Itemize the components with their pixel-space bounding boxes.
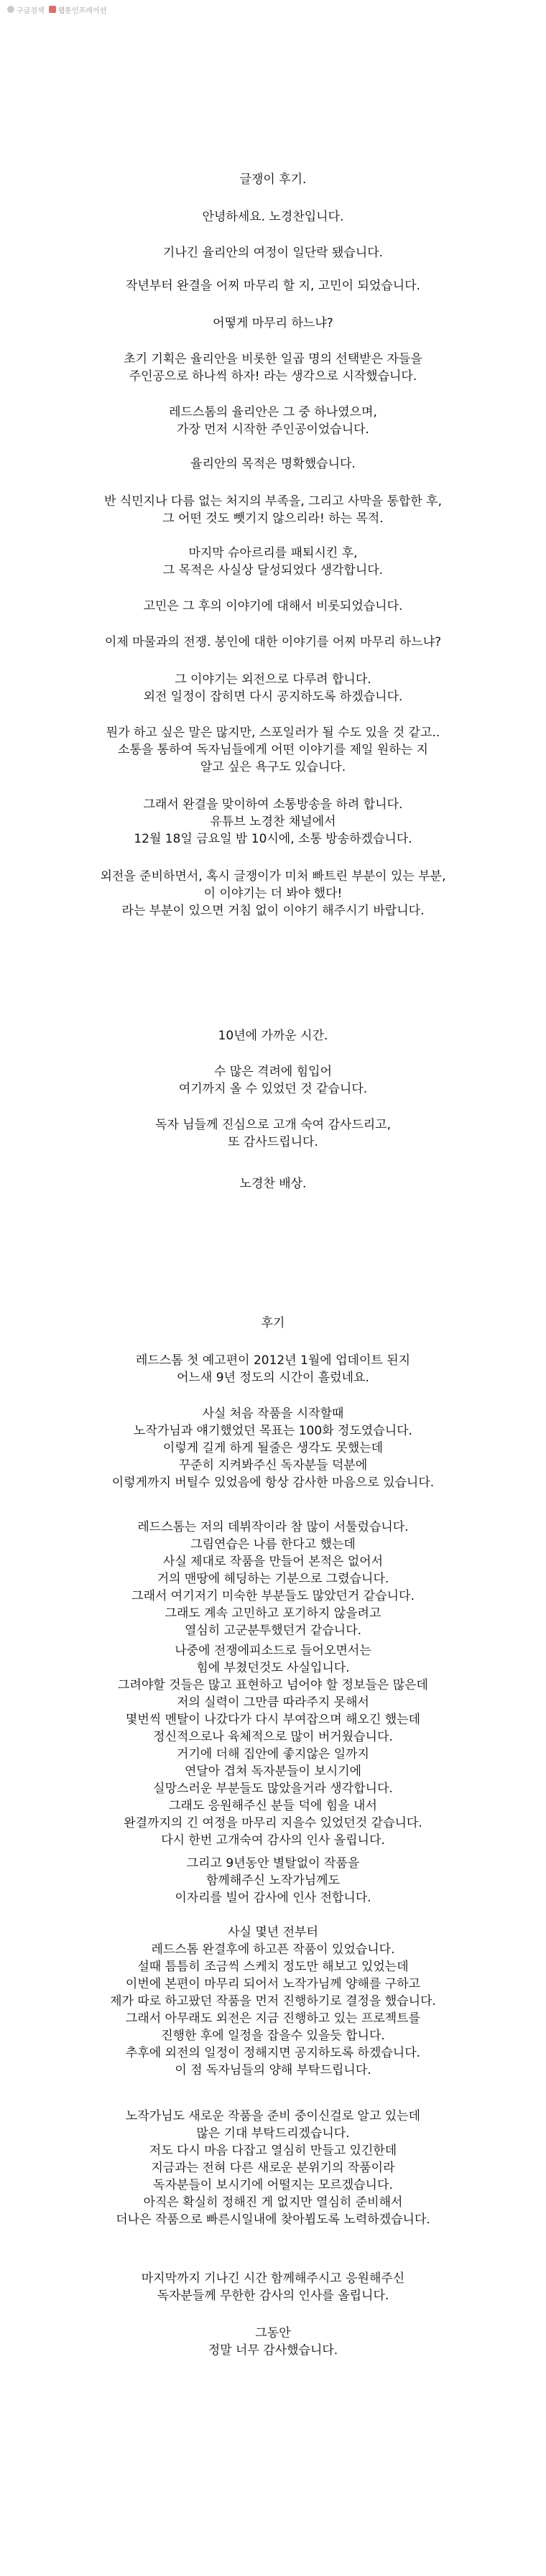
text-line: 마지막까지 기나긴 시간 함께해주시고 응원해주신: [141, 2271, 405, 2286]
text-line: 고민은 그 후의 이야기에 대해서 비롯되었습니다.: [143, 599, 403, 613]
browser-bookmark-bar: [0, 0, 546, 19]
text-line: 그동안: [255, 2326, 291, 2340]
text-line: 함께해주신 노작가님께도: [205, 1873, 341, 1888]
text-line: 거의 맨땅에 헤딩하는 기분으로 그렸습니다.: [157, 1572, 389, 1586]
postscript_1-paragraph: [0, 315, 546, 332]
postscript_1-paragraph: [0, 1027, 546, 1044]
text-line: 이제 마물과의 전쟁. 봉인에 대한 이야기를 어찌 마무리 하느냐?: [104, 635, 442, 649]
text-line: 힘에 부쳤던것도 사실입니다.: [196, 1661, 350, 1675]
text-line: 저도 다시 마음 다잡고 열심히 만들고 있긴한데: [149, 2144, 397, 2158]
text-line: 다시 한번 고개숙여 감사의 인사 올립니다.: [161, 1833, 385, 1848]
text-line: 외전 일정이 잡히면 다시 공지하도록 하겠습니다.: [143, 690, 403, 704]
text-line: 저의 실력이 그만큼 따라주지 못해서: [177, 1695, 369, 1710]
text-line: 레드스톰는 저의 데뷔작이라 참 많이 서툴렀습니다.: [137, 1520, 409, 1534]
text-line: 글쟁이 후기.: [239, 172, 307, 187]
text-line: 10년에 가까운 시간.: [218, 1029, 328, 1043]
postscript_2-paragraph: [0, 1352, 546, 1386]
text-line: 더나은 작품으로 빠른시일내에 찾아뵙도록 노력하겠습니다.: [116, 2213, 430, 2227]
text-line: 알고 싶은 욕구도 있습니다.: [200, 760, 346, 774]
postscript_2-paragraph: [0, 1924, 546, 2079]
text-line: 그래서 아무래도 외전은 지금 진행하고 있는 프로젝트를: [125, 2011, 421, 2026]
text-line: 율리안의 목적은 명확했습니다.: [190, 457, 356, 471]
postscript_2-paragraph: [0, 1405, 546, 1491]
text-line: 지금과는 전혀 다른 새로운 분위기의 작품이라: [151, 2161, 395, 2175]
text-line: 그리고 9년동안 별탈없이 작품을: [186, 1856, 360, 1871]
text-line: 소통을 통하여 독자님들에게 어떤 이야기를 제일 원하는 지: [118, 743, 428, 757]
text-line: 그 이야기는 외전으로 다루려 합니다.: [175, 672, 371, 687]
text-line: 또 감사드립니다.: [228, 1135, 318, 1149]
postscript_1-paragraph: [0, 455, 546, 473]
bookmark-google-search[interactable]: [7, 4, 45, 15]
text-line: 설때 틈틈히 조금씩 스케치 정도만 해보고 있었는데: [137, 1960, 409, 1974]
text-line: 가장 먼저 시작한 주인공이었습니다.: [177, 422, 369, 437]
postscript_1-paragraph: [0, 724, 546, 776]
text-line: 많은 기대 부탁드리겠습니다.: [196, 2126, 350, 2141]
text-line: 유튜브 노경찬 채널에서: [210, 815, 336, 829]
text-line: 진행한 후에 일정을 잡을수 있을듯 합니다.: [161, 2029, 385, 2043]
postscript_1-paragraph: [0, 171, 546, 188]
postscript_1-paragraph: [0, 598, 546, 615]
text-line: 주인공으로 하나씩 하자! 라는 생각으로 시작했습니다.: [129, 369, 417, 384]
text-line: 연달아 겹쳐 독자분들이 보시기에: [184, 1764, 362, 1779]
postscript_1-paragraph: [0, 404, 546, 438]
postscript_1-paragraph: [0, 1116, 546, 1151]
text-line: 반 식민지나 다름 없는 처지의 부족을, 그리고 사막을 통합한 후,: [104, 494, 442, 509]
bookmark-webtoon[interactable]: [49, 4, 107, 15]
text-line: 후기: [261, 1316, 285, 1330]
bookmark-label: 구글검색: [17, 6, 45, 15]
postscript_1-paragraph: [0, 1063, 546, 1098]
postscript_1-paragraph: [0, 277, 546, 295]
google-icon: [7, 6, 14, 13]
text-line: 레드스톰 완결후에 하고픈 작품이 있었습니다.: [151, 1942, 395, 1957]
text-line: 거기에 더해 집안에 좋지않은 일까지: [177, 1747, 369, 1761]
postscript_1-paragraph: [0, 671, 546, 705]
text-line: 안녕하세요. 노경찬입니다.: [202, 210, 344, 224]
postscript_2-paragraph: [0, 2325, 546, 2359]
text-line: 외전을 준비하면서, 혹시 글쟁이가 미처 빠트린 부분이 있는 부분,: [100, 869, 446, 884]
text-line: 실망스러운 부분들도 많았을거라 생각합니다.: [153, 1782, 393, 1796]
text-line: 이자리를 빌어 감사에 인사 전합니다.: [175, 1891, 371, 1905]
text-line: 나중에 전쟁에피소드로 들어오면서는: [175, 1644, 371, 1658]
postscript_2-paragraph: [0, 1855, 546, 1906]
text-line: 그래도 계속 고민하고 포기하지 않을려고: [165, 1606, 381, 1621]
postscript_1-paragraph: [0, 244, 546, 261]
postscript_1-paragraph: [0, 796, 546, 848]
text-line: 여기까지 올 수 있었던 것 같습니다.: [178, 1082, 368, 1096]
text-line: 레드스톰 첫 예고편이 2012년 1월에 업데이트 된지: [135, 1353, 411, 1368]
text-line: 열심히 고군분투했던거 같습니다.: [184, 1623, 362, 1638]
text-line: 사실 제대로 작품을 만들어 본적은 없어서: [162, 1555, 384, 1569]
postscript_2-paragraph: [0, 1315, 546, 1332]
webtoon-icon: [49, 6, 56, 13]
text-line: 이렇게 길게 하게 될줄은 생각도 못했는데: [162, 1441, 384, 1455]
text-line: 독자 님들께 진심으로 고개 숙여 감사드리고,: [154, 1118, 392, 1132]
postscript_1-paragraph: [0, 634, 546, 651]
postscript_1-paragraph: [0, 493, 546, 527]
text-line: 그래서 완결을 맞이하여 소통방송을 하려 합니다.: [143, 797, 403, 812]
text-line: 완결까지의 긴 여정을 마무리 지을수 있었던것 같습니다.: [124, 1816, 422, 1830]
text-line: 그 목적은 사실상 달성되었다 생각합니다.: [162, 563, 384, 578]
text-line: 레드스톰의 율리안은 그 중 하나였으며,: [169, 405, 377, 420]
text-line: 기나긴 율리안의 여정이 일단락 됐습니다.: [162, 246, 384, 260]
text-line: 그림연습은 나름 한다고 했는데: [190, 1537, 356, 1552]
text-line: 사실 몇년 전부터: [228, 1925, 318, 1940]
text-line: 꾸준히 지켜봐주신 독자분들 덕분에: [178, 1458, 368, 1473]
text-line: 노작가님도 새로운 작품을 준비 중이신걸로 알고 있는데: [125, 2109, 421, 2123]
postscript_2-paragraph: [0, 1642, 546, 1849]
text-line: 어떻게 마무리 하느냐?: [213, 316, 333, 330]
postscript_1-paragraph: [0, 545, 546, 579]
text-line: 그래서 여기저기 미숙한 부분들도 많았던거 같습니다.: [131, 1589, 415, 1603]
text-line: 몇번씩 멘탈이 나갔다가 다시 부여잡으며 해오긴 했는데: [125, 1713, 421, 1727]
text-line: 제가 따로 하고팠던 작품을 먼저 진행하기로 결정을 했습니다.: [110, 1994, 436, 2009]
text-line: 독자분들께 무한한 감사의 인사를 올립니다.: [157, 2289, 389, 2303]
text-line: 12월 18일 금요일 밤 10시에, 소통 방송하겠습니다.: [134, 832, 412, 846]
postscript_1-paragraph: [0, 351, 546, 385]
text-line: 이 점 독자님들의 양해 부탁드립니다.: [175, 2063, 371, 2077]
text-line: 그려야할 것들은 많고 표현하고 넘어야 할 정보들은 많은데: [118, 1678, 428, 1692]
text-line: 이번에 본편이 마무리 되어서 노작가님께 양해를 구하고: [125, 1977, 421, 1991]
text-line: 독자분들이 보시기에 어떨지는 모르겠습니다.: [153, 2178, 393, 2192]
text-line: 노경찬 배상.: [239, 1177, 307, 1191]
postscript_1-paragraph: [0, 208, 546, 226]
text-line: 그래도 응원해주신 분들 덕에 힘을 내서: [169, 1799, 377, 1813]
postscript_2-paragraph: [0, 2270, 546, 2304]
text-line: 어느새 9년 정도의 시간이 흘렀네요.: [177, 1371, 369, 1385]
text-line: 아직은 확실히 정해진 게 없지만 열심히 준비해서: [143, 2195, 403, 2210]
text-line: 라는 부분이 있으면 거침 없이 이야기 해주시기 바랍니다.: [121, 904, 425, 918]
text-line: 초기 기획은 율리안을 비롯한 일곱 명의 선택받은 자들을: [124, 352, 422, 366]
text-line: 노작가님과 얘기했었던 목표는 100화 정도였습니다.: [134, 1424, 412, 1438]
text-line: 수 많은 격려에 힘입어: [213, 1065, 332, 1079]
text-line: 마지막 슈아르리를 패퇴시킨 후,: [188, 546, 358, 560]
text-line: 사실 처음 작품을 시작할때: [202, 1407, 344, 1421]
postscript_1-paragraph: [0, 1175, 546, 1192]
text-line: 이렇게까지 버틸수 있었음에 항상 감사한 마음으로 있습니다.: [111, 1475, 435, 1490]
text-line: 작년부터 완결을 어찌 마무리 할 지, 고민이 되었습니다.: [126, 279, 420, 293]
text-line: 정신적으로나 육체적으로 많이 버거웠습니다.: [153, 1730, 393, 1744]
text-line: 그 어떤 것도 뺏기지 않으리라! 하는 목적.: [162, 511, 384, 526]
postscript_2-paragraph: [0, 2108, 546, 2228]
text-line: 정말 너무 감사했습니다.: [208, 2343, 338, 2358]
text-line: 이 이야기는 더 봐야 했다!: [203, 886, 343, 901]
bookmark-label: 웹툰인프레이션: [57, 6, 107, 15]
text-line: 뭔가 하고 싶은 말은 많지만, 스포일러가 될 수도 있을 것 같고..: [106, 726, 440, 740]
postscript_1-paragraph: [0, 868, 546, 919]
text-line: 추후에 외전의 일정이 정해지면 공지하도록 하겠습니다.: [125, 2046, 421, 2060]
postscript_2-paragraph: [0, 1519, 546, 1639]
